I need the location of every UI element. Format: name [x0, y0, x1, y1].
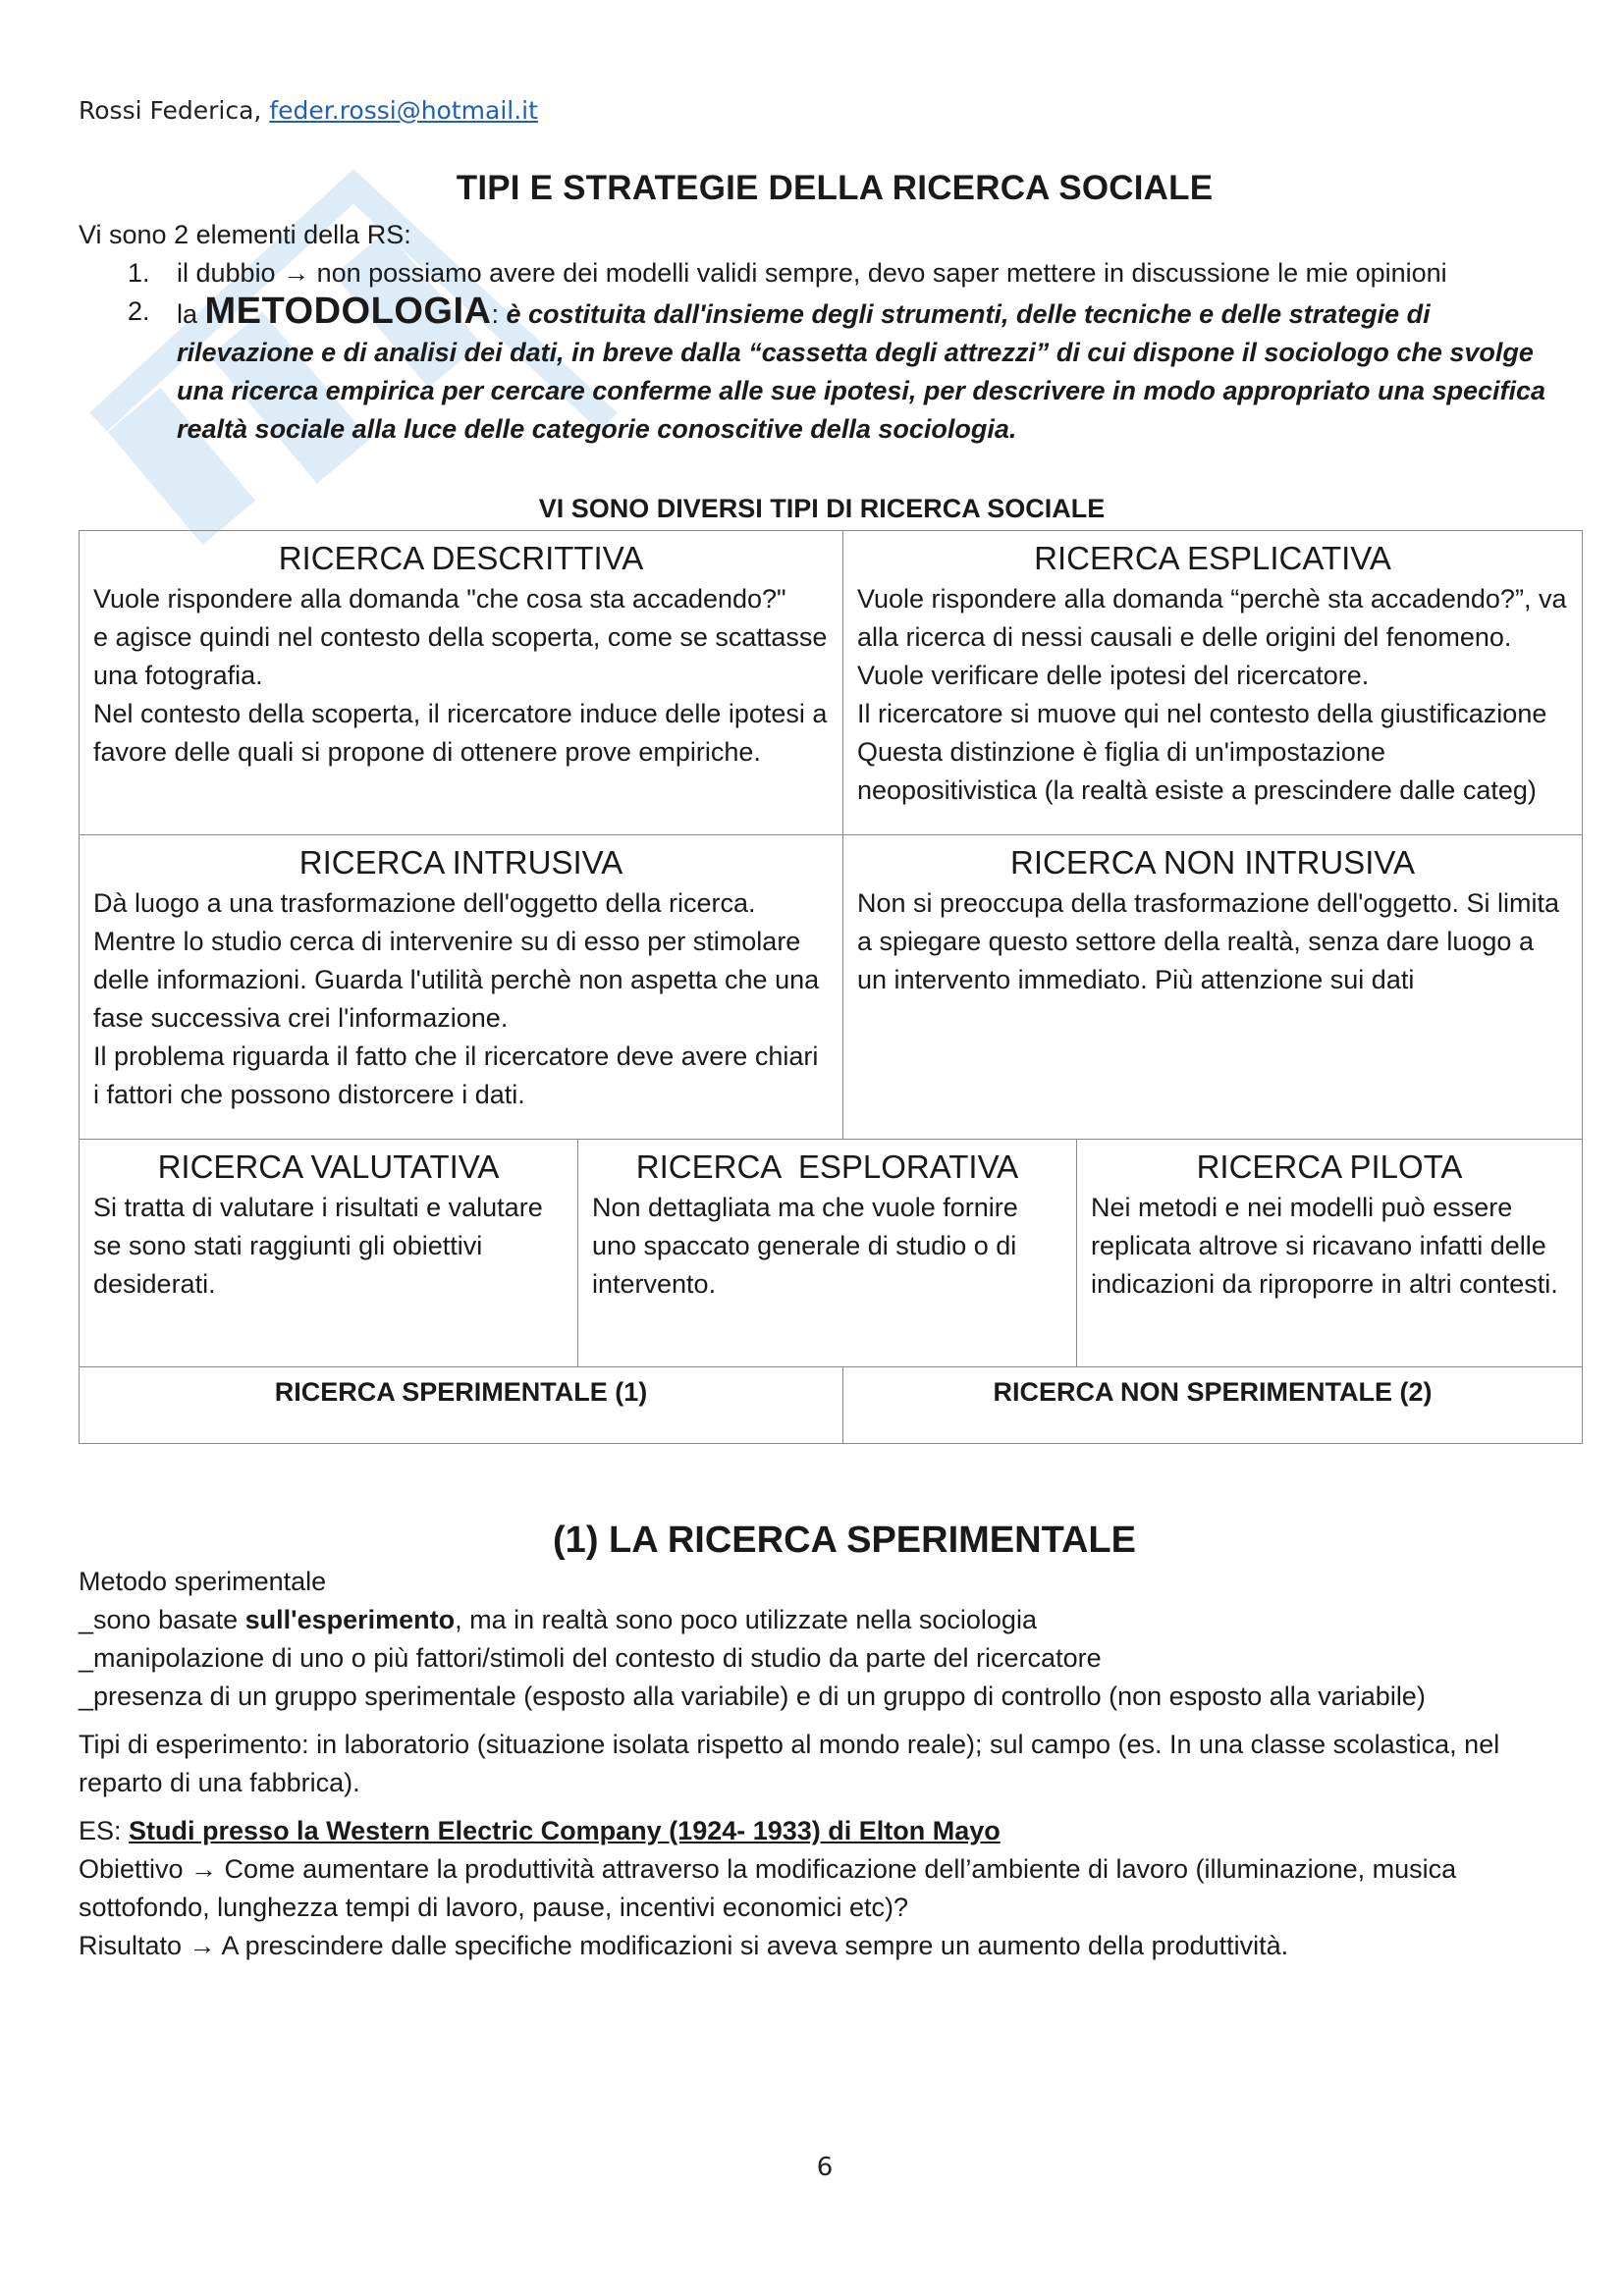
- cell-non-sperimentale: RICERCA NON SPERIMENTALE (2): [843, 1367, 1583, 1444]
- research-types-table: [79, 530, 1583, 1444]
- intro-lead: Vi sono 2 elementi della RS:: [79, 220, 411, 249]
- cell-non-intrusiva: [843, 835, 1583, 1140]
- experimental-section: [79, 1563, 1581, 1965]
- list-number: 2.: [128, 296, 150, 326]
- cell-esplorativa: [578, 1140, 1077, 1367]
- cell-text: Nei metodi e nei modelli può essere replicata altrove si ricavano infatti delle indicazioni da riproporre in altri contesti.: [1091, 1193, 1558, 1299]
- list-item-text: il dubbio → non possiamo avere dei modelli validi sempre, devo saper mettere in discussione le mie opinioni: [177, 258, 1447, 288]
- example-objective: Obiettivo → Come aumentare la produttività attraverso la modificazione dell’ambiente di lavoro (illuminazione, musica sottofondo, lunghezza tempi di lavoro, pause, incentivi economici etc)?: [79, 1854, 1457, 1922]
- cell-heading: RICERCA PILOTA: [1196, 1148, 1463, 1185]
- cell-text: Si tratta di valutare i risultati e valutare se sono stati raggiunti gli obiettivi desiderati.: [93, 1193, 543, 1299]
- table-row: [80, 1367, 1583, 1444]
- method-label: Metodo sperimentale: [79, 1567, 327, 1596]
- cell-text: Dà luogo a una trasformazione dell'oggetto della ricerca. Mentre lo studio cerca di intervenire su di esso per stimolare delle informazioni. Guarda l'utilità perchè non aspetta che una fase successiva crei l'informazione. Il problema riguarda il fatto che il ricercatore deve avere chiari i fattori che possono distorcere i dati.: [93, 888, 820, 1109]
- metodologia-definition: è costituita dall'insieme degli strumenti, delle tecniche e delle strategie di rilevazione e di analisi dei dati, in breve dalla “cassetta degli attrezzi” di cui dispone il sociologo che svolge una ricerca empirica per cercare conferme alle sue ipotesi, per descrivere in modo appropriato una specifica realtà sociale alla luce delle categorie conoscitive della sociologia.: [177, 299, 1546, 444]
- cell-text: Non si preoccupa della trasformazione dell'oggetto. Si limita a spiegare questo settore della realtà, senza dare luogo a un intervento immediato. Più attenzione sui dati: [857, 888, 1560, 994]
- bullet-suffix: , ma in realtà sono poco utilizzate nella sociologia: [455, 1605, 1037, 1634]
- bullet-prefix: _sono basate: [79, 1605, 245, 1634]
- table-row: [80, 1140, 1583, 1367]
- intro-section: [79, 216, 1561, 449]
- cell-valutativa: [80, 1140, 578, 1367]
- experiment-types: Tipi di esperimento: in laboratorio (situazione isolata rispetto al mondo reale); sul campo (es. In una classe scolastica, nel reparto di una fabbrica).: [79, 1730, 1500, 1797]
- bullet-line: _presenza di un gruppo sperimentale (esposto alla variabile) e di un gruppo di controllo (non esposto alla variabile): [79, 1682, 1426, 1711]
- author-name: Rossi Federica,: [79, 96, 262, 125]
- table-title: VI SONO DIVERSI TIPI DI RICERCA SOCIALE: [538, 494, 1106, 523]
- table-row: [80, 531, 1583, 835]
- cell-text: Vuole rispondere alla domanda “perchè sta accadendo?”, va alla ricerca di nessi causali e delle origini del fenomeno. Vuole verificare delle ipotesi del ricercatore. Il ricercatore si muove qui nel contesto della giustificazione Questa distinzione è figlia di un'impostazione neopositivistica (la realtà esiste a prescindere dalle categ): [857, 584, 1567, 805]
- list-number: 1.: [128, 258, 150, 288]
- list-item: [79, 293, 1561, 449]
- bullet-bold: sull'esperimento: [244, 1605, 456, 1634]
- cell-sperimentale: RICERCA SPERIMENTALE (1): [80, 1367, 843, 1444]
- page-title: TIPI E STRATEGIE DELLA RICERCA SOCIALE: [456, 169, 1214, 207]
- metodologia-keyword: METODOLOGIA: [204, 291, 492, 332]
- cell-heading: RICERCA ESPLICATIVA: [1034, 540, 1391, 576]
- list-item-colon: :: [491, 299, 507, 329]
- list-item-prefix: la: [177, 299, 205, 329]
- document-header: [79, 96, 538, 125]
- bullet-line: [79, 1601, 1581, 1639]
- example-prefix: ES:: [79, 1816, 130, 1845]
- cell-heading: RICERCA NON INTRUSIVA: [1010, 844, 1415, 881]
- cell-descrittiva: [80, 531, 843, 835]
- cell-heading: RICERCA VALUTATIVA: [157, 1148, 500, 1185]
- cell-heading: RICERCA DESCRITTIVA: [278, 540, 644, 576]
- example-result: Risultato → A prescindere dalle specifiche modificazioni si aveva sempre un aumento della produttività.: [79, 1931, 1289, 1960]
- bullet-line: _manipolazione di uno o più fattori/stimoli del contesto di studio da parte del ricercatore: [79, 1643, 1102, 1673]
- cell-pilota: [1077, 1140, 1583, 1367]
- intro-list: [79, 254, 1561, 449]
- example-title: Studi presso la Western Electric Company (1924- 1933) di Elton Mayo: [129, 1816, 1001, 1845]
- section-title: (1) LA RICERCA SPERIMENTALE: [553, 1520, 1136, 1561]
- list-item: [79, 254, 1561, 293]
- author-email-link[interactable]: feder.rossi@hotmail.it: [269, 96, 538, 125]
- cell-text: Vuole rispondere alla domanda "che cosa sta accadendo?" e agisce quindi nel contesto della scoperta, come se scattasse una fotografia. Nel contesto della scoperta, il ricercatore induce delle ipotesi a favore delle quali si propone di ottenere prove empiriche.: [93, 584, 828, 767]
- cell-esplicativa: [843, 531, 1583, 835]
- table-row: [80, 835, 1583, 1140]
- cell-heading: RICERCA ESPLORATIVA: [635, 1148, 1019, 1185]
- page-number: 6: [816, 2153, 834, 2182]
- cell-text: Non dettagliata ma che vuole fornire uno spaccato generale di studio o di intervento.: [592, 1193, 1018, 1299]
- example-heading: [79, 1812, 1581, 1850]
- cell-heading: RICERCA INTRUSIVA: [298, 844, 623, 881]
- cell-intrusiva: [80, 835, 843, 1140]
